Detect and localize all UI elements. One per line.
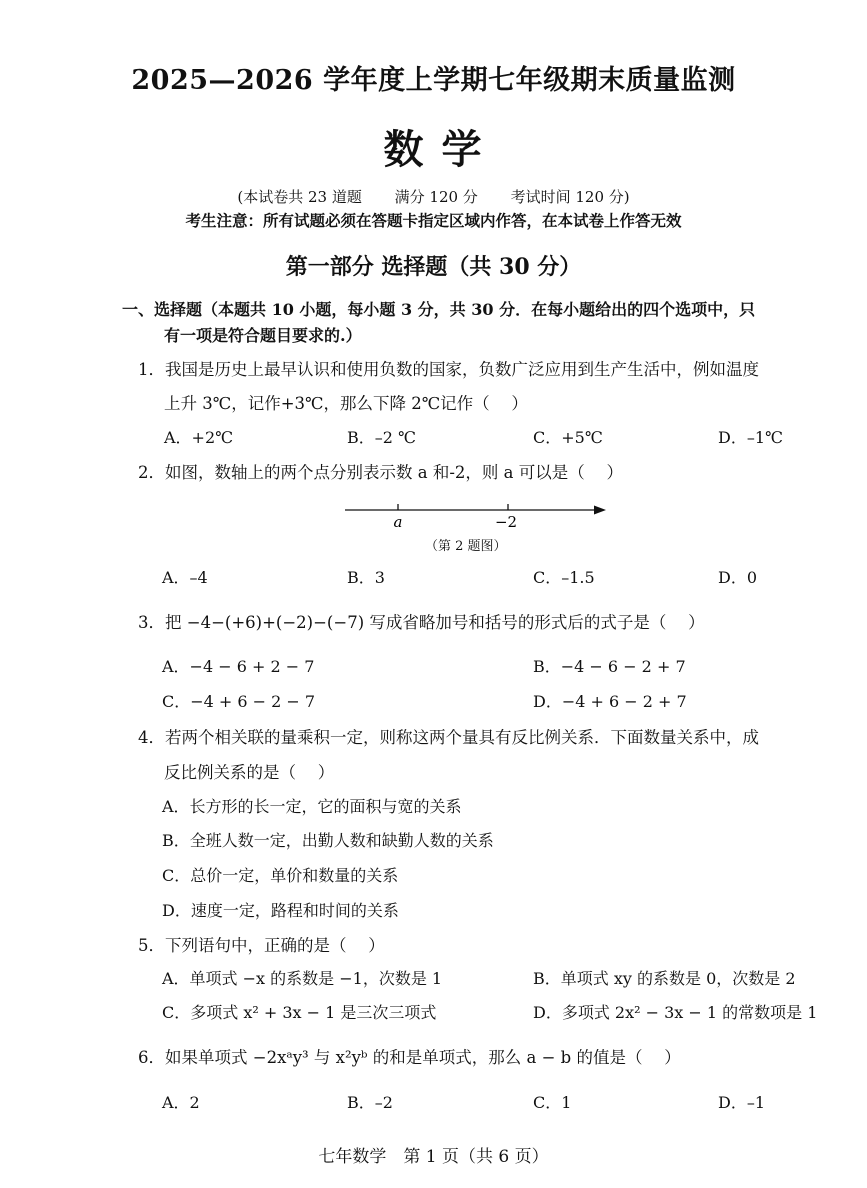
q3-option-b: B．−4 − 6 − 2 + 7: [533, 657, 686, 676]
exam-duration: 考试时间 120 分): [510, 188, 630, 206]
question-5-line1: 5．下列语句中，正确的是（ ）: [138, 936, 385, 955]
total-score: 满分 120 分: [394, 188, 478, 206]
q5-option-a: A．单项式 −x 的系数是 −1，次数是 1: [162, 969, 443, 988]
candidate-notice: 考生注意：所有试题必须在答题卡指定区域内作答，在本试卷上作答无效: [185, 211, 682, 230]
q5-option-d: D．多项式 2x² − 3x − 1 的常数项是 1: [533, 1003, 818, 1022]
q3-option-c: C．−4 + 6 − 2 − 7: [162, 692, 316, 711]
q2-option-a: A．–4: [162, 568, 208, 587]
q6-option-d: D．–1: [718, 1093, 766, 1112]
question-4-line1: 4．若两个相关联的量乘积一定，则称这两个量具有反比例关系．下面数量关系中，成: [138, 728, 759, 747]
q6-option-c: C．1: [533, 1093, 572, 1112]
q1-option-c: C．+5℃: [533, 428, 603, 447]
q1-option-d: D．–1℃: [718, 428, 783, 447]
q4-option-d: D．速度一定，路程和时间的关系: [162, 901, 399, 920]
q5-option-b: B．单项式 xy 的系数是 0，次数是 2: [533, 969, 796, 988]
number-line-arrow: [594, 506, 606, 515]
q6-option-a: A．2: [162, 1093, 200, 1112]
q5-option-c: C．多项式 x² + 3x − 1 是三次三项式: [162, 1003, 437, 1022]
question-3-line1: 3．把 −4−(+6)+(−2)−(−7) 写成省略加号和括号的形式后的式子是（ ）: [138, 613, 705, 632]
question-1-line2: 上升 3℃，记作+3℃，那么下降 2℃记作（ ）: [164, 394, 528, 413]
q1-option-b: B．–2 ℃: [347, 428, 416, 447]
exam-info: [0, 186, 867, 207]
q4-option-b: B．全班人数一定，出勤人数和缺勤人数的关系: [162, 831, 494, 850]
q1-option-a: A．+2℃: [164, 428, 234, 447]
q6-option-b: B．–2: [347, 1093, 393, 1112]
figure-caption: （第 2 题图）: [425, 539, 507, 554]
q4-option-a: A．长方形的长一定，它的面积与宽的关系: [162, 797, 462, 816]
question-4-line2: 反比例关系的是（ ）: [164, 763, 335, 782]
number-line-figure: [340, 496, 615, 532]
q3-option-a: A．−4 − 6 + 2 − 7: [162, 657, 315, 676]
q4-option-c: C．总价一定，单价和数量的关系: [162, 866, 399, 885]
question-1-line1: 1．我国是历史上最早认识和使用负数的国家，负数广泛应用到生产生活中，例如温度: [138, 360, 759, 379]
question-count: (本试卷共 23 道题: [237, 188, 362, 206]
q2-option-d: D．0: [718, 568, 758, 587]
label-a: a: [393, 513, 403, 531]
question-2-line1: 2．如图，数轴上的两个点分别表示数 a 和-2，则 a 可以是（ ）: [138, 463, 623, 482]
label-minus-two: −2: [494, 513, 518, 531]
part-title: 第一部分 选择题（共 30 分）: [285, 254, 582, 280]
exam-title: 2025—2026 学年度上学期七年级期末质量监测: [131, 65, 736, 96]
q3-option-d: D．−4 + 6 − 2 + 7: [533, 692, 687, 711]
subject-title: 数 学: [383, 126, 484, 173]
question-6-line1: 6．如果单项式 −2xᵃy³ 与 x²yᵇ 的和是单项式，那么 a − b 的值是（ ）: [138, 1048, 681, 1067]
page-footer: 七年数学 第 1 页（共 6 页）: [318, 1147, 549, 1167]
q2-option-b: B．3: [347, 568, 385, 587]
q2-option-c: C．–1.5: [533, 568, 595, 587]
section-instruction-line2: 有一项是符合题目要求的.）: [164, 326, 362, 345]
section-instruction-line1: 一、选择题（本题共 10 小题，每小题 3 分，共 30 分．在每小题给出的四个选项中，只: [122, 300, 756, 319]
